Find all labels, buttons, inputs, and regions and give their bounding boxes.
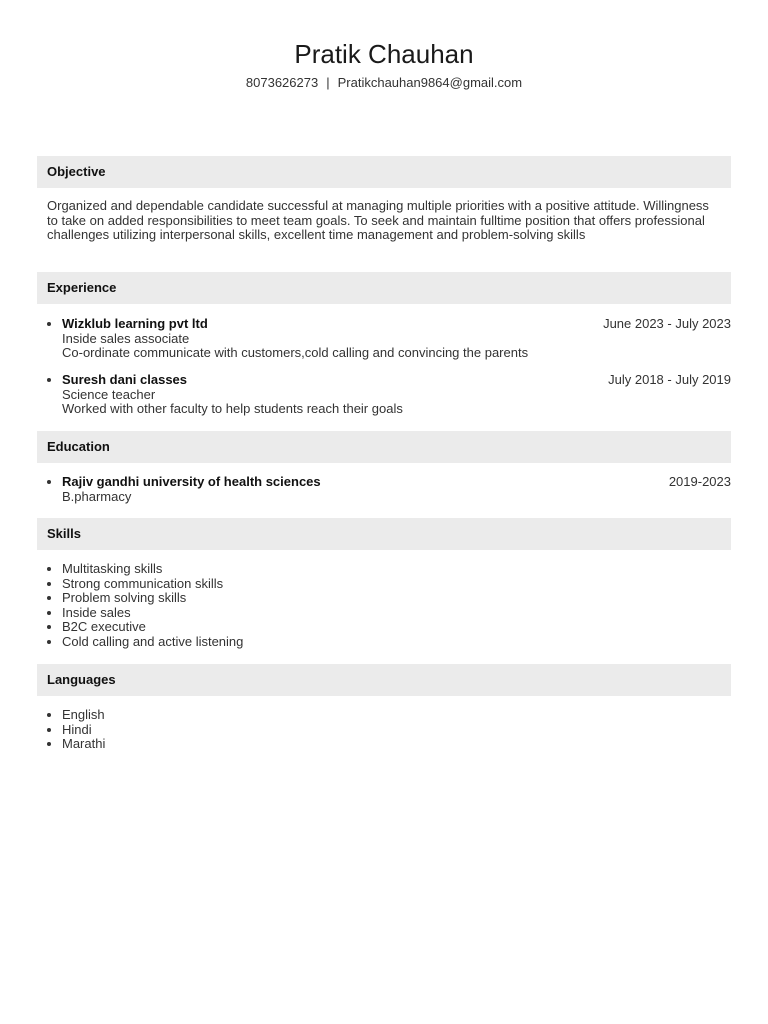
language-item: • English [62, 708, 105, 723]
skill-item: • Inside sales [62, 606, 243, 621]
education-dates: 2019-2023 [668, 474, 731, 489]
experience-company: • Suresh dani classes [62, 372, 188, 387]
section-heading-education: Education [37, 431, 731, 463]
skill-item: • Strong communication skills [62, 577, 243, 592]
experience-list [37, 317, 731, 361]
experience-item [62, 373, 731, 417]
education-institution: • Rajiv gandhi university of health sciences [62, 474, 321, 489]
education-degree: B.pharmacy [62, 488, 132, 504]
section-heading-skills: Skills [37, 518, 731, 550]
email-address: Pratikchauhan9864@gmail.com [337, 75, 523, 90]
candidate-name: Pratik Chauhan [294, 39, 474, 69]
experience-company: • Wizklub learning pvt ltd [62, 316, 208, 331]
experience-item [62, 317, 731, 361]
skill-item: • Cold calling and active listening [62, 635, 243, 650]
phone-number: 8073626273 [245, 75, 319, 90]
section-heading-languages: Languages [37, 664, 731, 696]
experience-description: Co-ordinate communicate with customers,cold calling and convincing the parents [62, 345, 529, 361]
experience-dates: June 2023 - July 2023 [603, 316, 731, 331]
education-item [62, 475, 731, 504]
objective-text: Organized and dependable candidate successful at managing multiple priorities with a positive attitude. Willingness to take on added responsibilities to meet team goals. To seek and maintain fulltime position that offers professional challenges utilizing interpersonal skills, excellent time management and problem-solving skills [47, 198, 709, 243]
resume-header [0, 38, 768, 92]
language-item: • Marathi [62, 737, 105, 752]
skill-item: • Problem solving skills [62, 591, 243, 606]
skills-list [37, 562, 243, 650]
contact-separator: | [326, 75, 330, 90]
experience-list-continued [37, 373, 731, 417]
experience-dates: July 2018 - July 2019 [608, 372, 731, 387]
skill-item: • B2C executive [62, 620, 243, 635]
language-item: • Hindi [62, 723, 105, 738]
experience-role: Inside sales associate [62, 330, 190, 346]
contact-line [0, 74, 768, 92]
section-heading-objective: Objective [37, 156, 731, 188]
languages-list [37, 708, 105, 752]
experience-role: Science teacher [62, 386, 156, 402]
skill-item: • Multitasking skills [62, 562, 243, 577]
experience-description: Worked with other faculty to help students reach their goals [62, 401, 403, 417]
section-heading-experience: Experience [37, 272, 731, 304]
education-list [37, 475, 731, 504]
